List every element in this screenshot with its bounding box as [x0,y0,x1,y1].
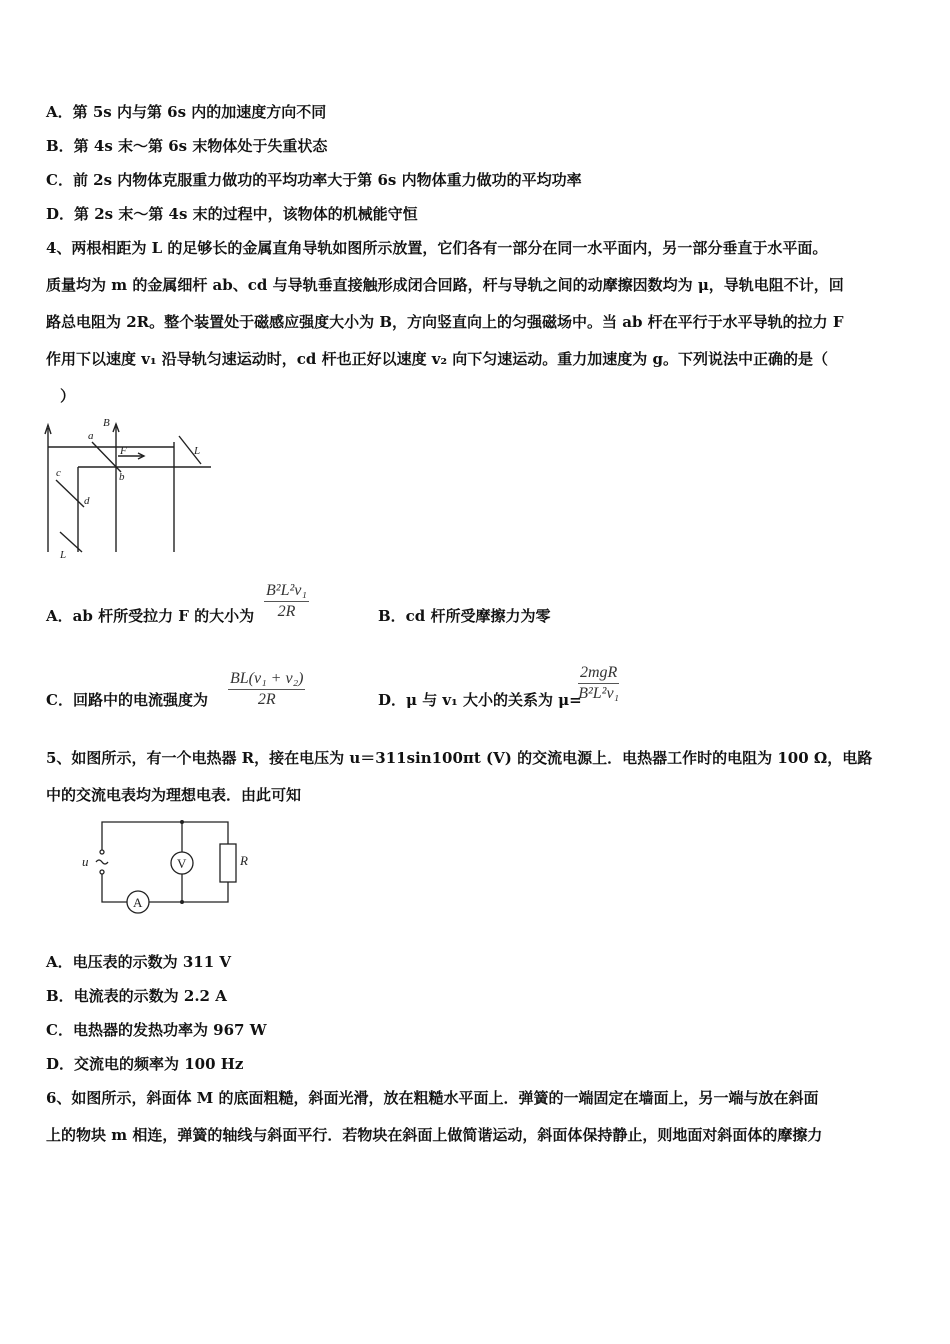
q5-option-a: A．电压表的示数为 311 V [46,953,232,971]
resistor-icon [220,844,236,882]
q5-circuit-figure [78,818,258,916]
ac-source-icon [96,860,108,864]
q6-line-1: 6、如图所示，斜面体 M 的底面粗糙，斜面光滑，放在粗糙水平面上．弹簧的一端固定在墙面上，另一端与放在斜面 [46,1089,819,1107]
q4-line-2: 质量均为 m 的金属细杆 ab、cd 与导轨垂直接触形成闭合回路，杆与导轨之间的动摩擦因数均为 μ，导轨电阻不计，回 [46,276,844,294]
label-F: F [120,445,127,457]
q3-option-b: B．第 4s 末～第 6s 末物体处于失重状态 [46,137,328,155]
q4-option-d-denominator: B²L²v₁ [578,685,620,702]
label-V: V [177,856,187,871]
label-A: A [133,895,143,910]
label-u: u [82,854,89,869]
q4-option-a-numerator: B²L²v₁ [266,582,307,599]
label-L-right: L [194,445,201,457]
label-R: R [240,853,248,868]
q5-stem [46,740,908,814]
q4-option-a: A．ab 杆所受拉力 F 的大小为 [46,607,255,625]
q4-line-5: ） [60,387,76,405]
label-B: B [103,417,110,429]
q3-option-a: A．第 5s 内与第 6s 内的加速度方向不同 [46,103,327,121]
q4-option-b: B．cd 杆所受摩擦力为零 [378,607,551,625]
q4-option-d: D．μ 与 v₁ 大小的关系为 μ= [378,691,582,709]
terminal-top [100,850,104,854]
label-a: a [88,430,94,442]
terminal-bottom [100,870,104,874]
q4-option-a-denominator: 2R [277,603,296,620]
label-c: c [56,467,61,479]
label-b: b [119,471,125,483]
junction-top [180,820,184,824]
q4-line-4: 作用下以速度 v₁ 沿导轨匀速运动时，cd 杆也正好以速度 v₂ 向下匀速运动。重力加速度为 g。下列说法中正确的是（ [46,350,829,368]
q3-option-c: C．前 2s 内物体克服重力做功的平均功率大于第 6s 内物体重力做功的平均功率 [46,171,582,189]
q4-stem [46,230,908,415]
q4-line-1: 4、两根相距为 L 的足够长的金属直角导轨如图所示放置，它们各有一部分在同一水平面内，另一部分垂直于水平面。 [46,239,828,257]
q4-rail-figure [36,412,226,562]
q4-option-c: C．回路中的电流强度为 [46,691,208,709]
q6-line-2: 上的物块 m 相连，弹簧的轴线与斜面平行．若物块在斜面上做简谐运动，斜面体保持静止，则地面对斜面体的摩擦力 [46,1126,823,1144]
q4-option-d-fraction [578,664,619,703]
q5-line-2: 中的交流电表均为理想电表．由此可知 [46,786,302,804]
wire-bottom [102,874,228,902]
q5-option-c: C．电热器的发热功率为 967 W [46,1021,267,1039]
q5-option-d: D．交流电的频率为 100 Hz [46,1055,244,1073]
q6-stem [46,1080,908,1154]
q5-line-1: 5、如图所示，有一个电热器 R，接在电压为 u＝311sin100πt (V) 的交流电源上．电热器工作时的电阻为 100 Ω，电路 [46,749,873,767]
wire-top [102,822,228,850]
q4-option-a-fraction [264,582,309,621]
q4-option-c-denominator: 2R [257,691,276,708]
q3-option-d: D．第 2s 末～第 4s 末的过程中，该物体的机械能守恒 [46,205,418,223]
q4-option-c-fraction [228,670,305,709]
q4-option-d-numerator: 2mgR [580,664,618,681]
junction-bottom [180,900,184,904]
label-d: d [84,495,90,507]
rod-cd [56,480,84,507]
q5-option-b: B．电流表的示数为 2.2 A [46,987,227,1005]
label-L-bottom: L [60,549,67,561]
q4-line-3: 路总电阻为 2R。整个装置处于磁感应强度大小为 B，方向竖直向上的匀强磁场中。当 ab 杆在平行于水平导轨的拉力 F [46,313,844,331]
q4-option-c-numerator: BL(v₁ + v₂) [230,670,304,687]
